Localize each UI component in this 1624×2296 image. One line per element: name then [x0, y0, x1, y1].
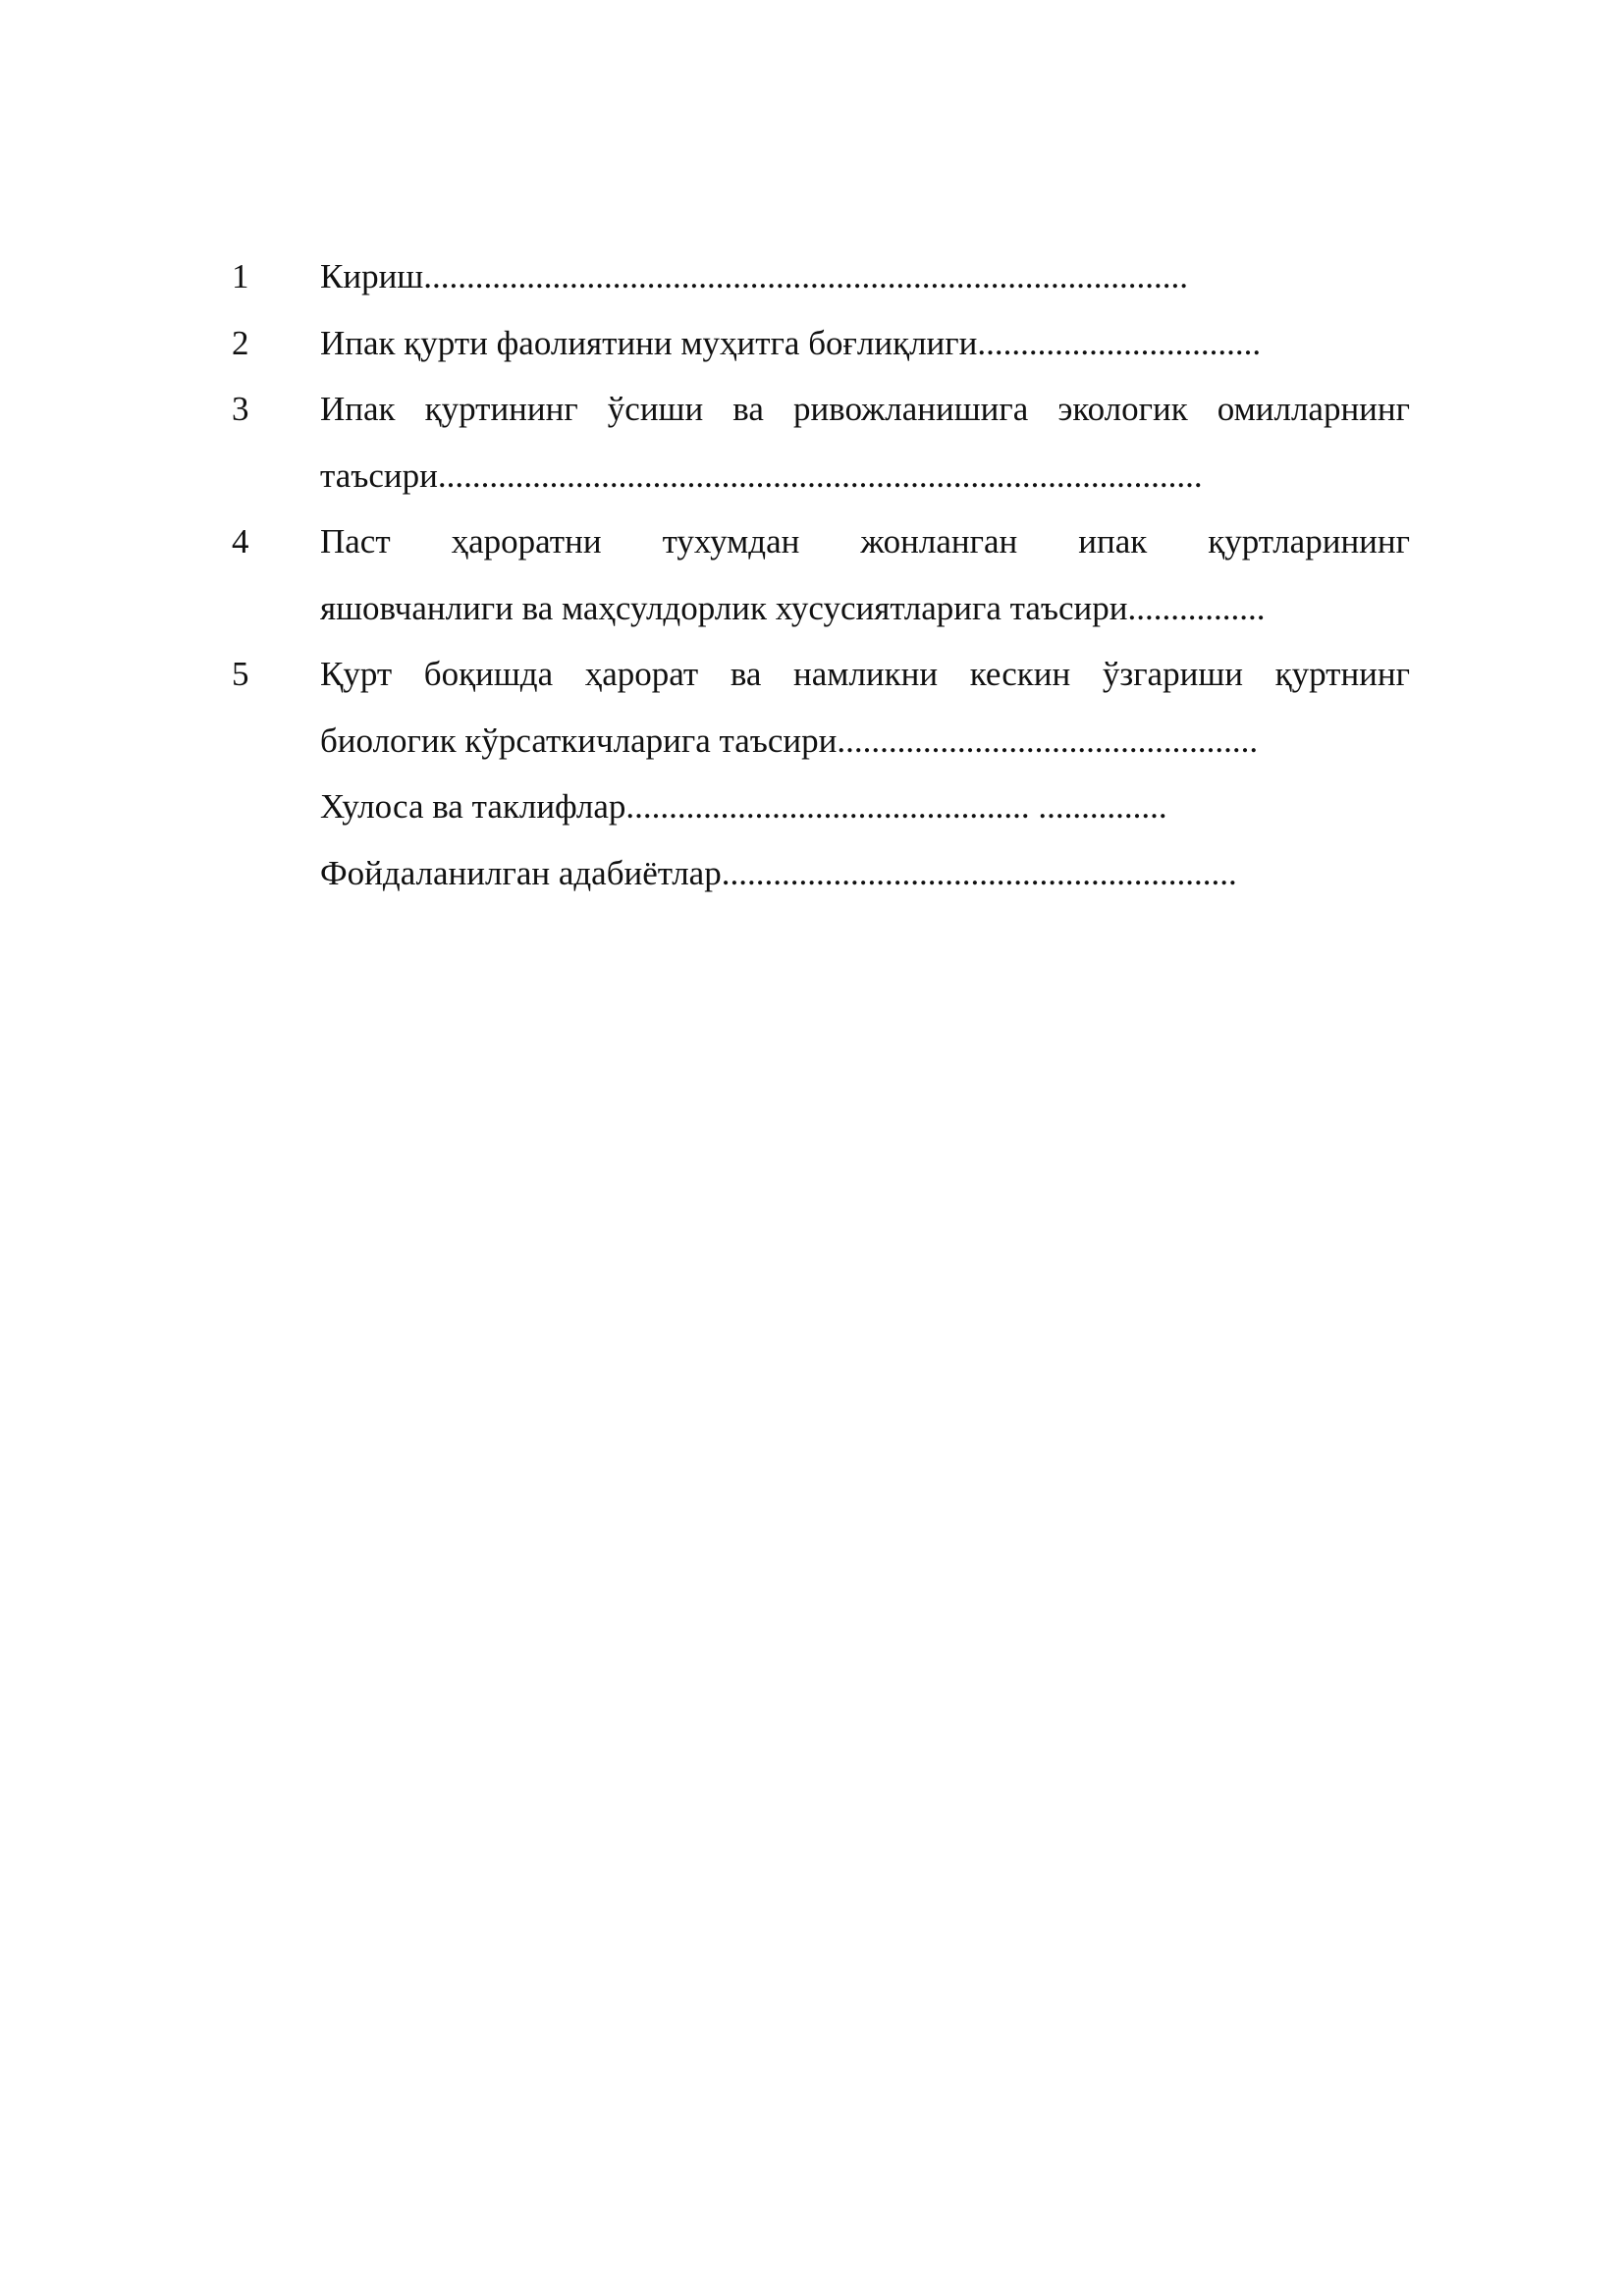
toc-item-line: Фойдаланилган адабиётлар............................................................ [320, 853, 1237, 892]
toc-item-title [320, 840, 1410, 907]
toc-item-number [228, 840, 320, 907]
toc-item-2 [228, 310, 1406, 377]
toc-item-line: биологик кўрсаткичларига таъсири................................................. [320, 721, 1259, 760]
toc-item-title [320, 376, 1410, 508]
toc-item-4 [228, 508, 1410, 641]
toc-item-line: Ипак қурти фаолиятини муҳитга боғлиқлиги................................. [320, 323, 1262, 362]
toc-item-line: таъсири......................................................................................... [320, 455, 1203, 495]
toc-item-number: 3 [232, 390, 249, 428]
toc-item-line: Хулоса ва таклифлар............................................... ............... [320, 787, 1167, 826]
toc-item-number [228, 774, 320, 840]
toc-item-conclusions [228, 774, 1406, 840]
toc-item-number: 5 [232, 655, 249, 693]
toc-item-number: 2 [232, 323, 249, 362]
toc-item-line: Паст ҳароратни тухумдан жонланган ипак қуртларининг [320, 522, 1410, 561]
toc-item-line: Қурт боқишда ҳарорат ва намликни кескин ўзгариши қуртнинг [320, 655, 1410, 693]
toc-item-line: Кириш......................................................................................... [320, 257, 1189, 295]
toc-item-title [320, 310, 1410, 377]
toc-item-number: 4 [232, 522, 249, 561]
toc-item-3 [228, 376, 1410, 508]
toc-item-number: 1 [232, 257, 249, 295]
toc-item-line: яшовчанлиги ва маҳсулдорлик хусусиятларига таъсири................ [320, 588, 1266, 627]
toc-item-line: Ипак қуртининг ўсиши ва ривожланишига экологик омилларнинг [320, 390, 1410, 428]
toc-item-title [320, 508, 1410, 641]
toc-item-1 [228, 243, 1406, 310]
toc-item-title [320, 243, 1410, 310]
toc-item-title [320, 641, 1410, 774]
table-of-contents [228, 243, 1410, 906]
toc-item-title [320, 774, 1410, 840]
toc-item-references [228, 840, 1406, 907]
toc-item-5 [228, 641, 1410, 774]
